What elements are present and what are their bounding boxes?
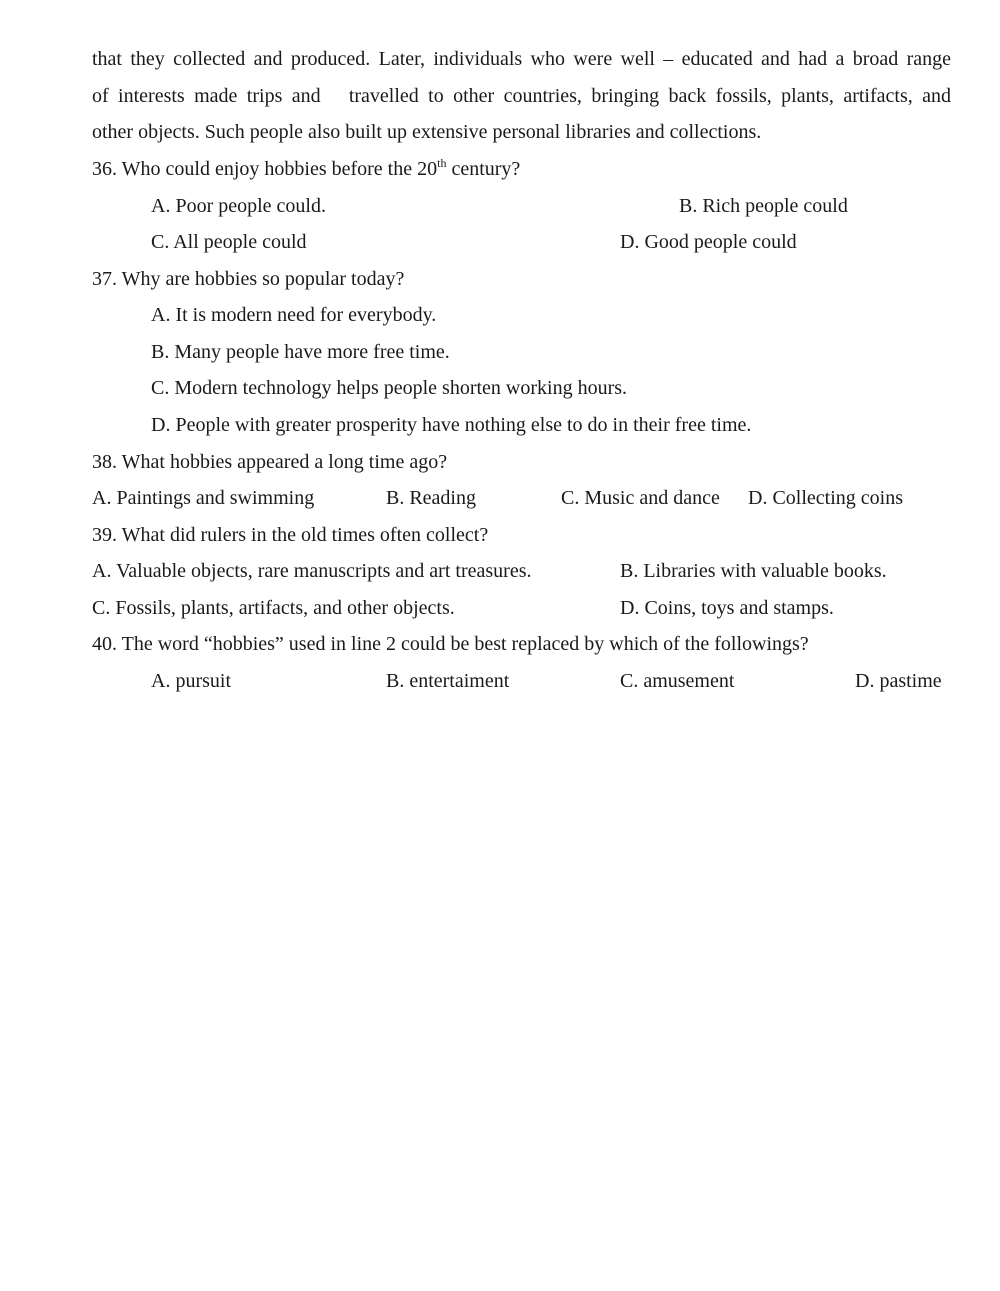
question-40-option-a[interactable]: A. pursuit [151,670,231,692]
question-37-stem: 37. Why are hobbies so popular today? [92,268,405,290]
question-38-option-a[interactable]: A. Paintings and swimming [92,487,315,509]
question-39-option-c[interactable]: C. Fossils, plants, artifacts, and other objects. [92,597,455,619]
question-36-superscript: th [437,156,447,170]
question-36-stem-text: 36. Who could enjoy hobbies before the 20 [92,158,438,180]
question-38-option-c[interactable]: C. Music and dance [561,487,720,509]
passage-line-3: other objects. Such people also built up extensive personal libraries and collections. [92,121,762,143]
question-40-option-d[interactable]: D. pastime [855,670,942,692]
question-37-option-b[interactable]: B. Many people have more free time. [151,341,450,363]
question-40-option-c[interactable]: C. amusement [620,670,735,692]
question-40-stem: 40. The word “hobbies” used in line 2 could be best replaced by which of the followings? [92,633,809,655]
question-39-stem: 39. What did rulers in the old times often collect? [92,524,489,546]
question-37-option-d[interactable]: D. People with greater prosperity have nothing else to do in their free time. [151,414,752,436]
question-36-option-d[interactable]: D. Good people could [620,231,797,253]
question-37-option-a[interactable]: A. It is modern need for everybody. [151,304,437,326]
question-38-stem: 38. What hobbies appeared a long time ago? [92,451,448,473]
question-40-option-b[interactable]: B. entertaiment [386,670,510,692]
passage-line-2: of interests made trips and travelled to other countries, bringing back fossils, plants, artifacts, and [92,85,951,107]
question-36-stem-end: century? [446,158,521,180]
question-36-stem [92,157,520,181]
question-39-option-b[interactable]: B. Libraries with valuable books. [620,560,887,582]
question-36-option-a[interactable]: A. Poor people could. [151,195,326,217]
passage-line-1: that they collected and produced. Later, individuals who were well – educated and had a broad range [92,48,951,70]
question-39-option-a[interactable]: A. Valuable objects, rare manuscripts and art treasures. [92,560,532,582]
question-36-option-b[interactable]: B. Rich people could [679,195,848,217]
question-39-option-d[interactable]: D. Coins, toys and stamps. [620,597,834,619]
question-38-option-b[interactable]: B. Reading [386,487,476,509]
question-38-option-d[interactable]: D. Collecting coins [748,487,903,509]
question-37-option-c[interactable]: C. Modern technology helps people shorten working hours. [151,377,628,399]
question-36-option-c[interactable]: C. All people could [151,231,307,253]
